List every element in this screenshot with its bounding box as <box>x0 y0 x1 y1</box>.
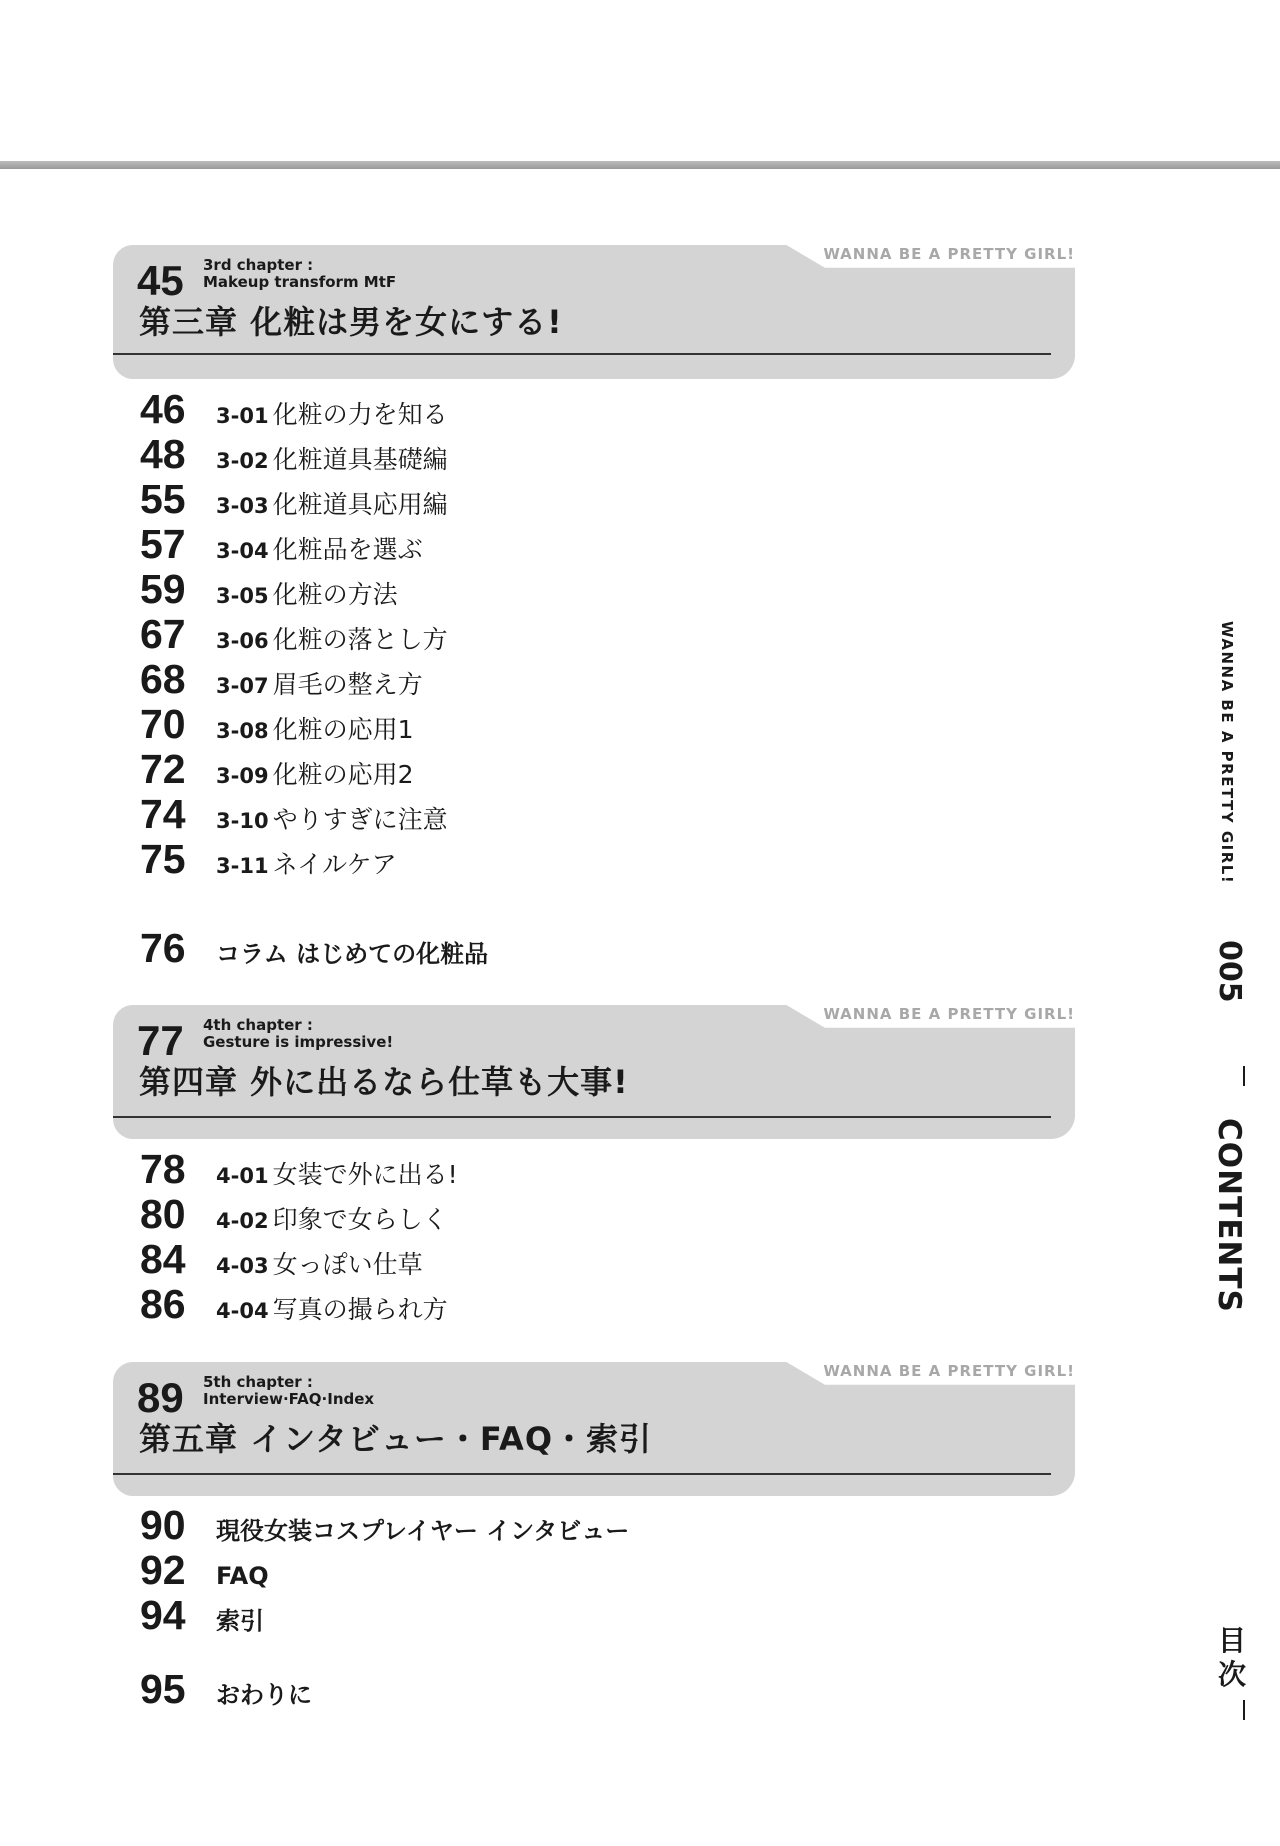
toc-entry-afterword[interactable] <box>140 1667 629 1712</box>
entry-code: 3-09 <box>216 764 269 788</box>
chapter-title[interactable]: 第四章 外に出るなら仕草も大事! <box>139 1063 629 1101</box>
entry-page: 76 <box>140 925 186 971</box>
entry-code: 4-04 <box>216 1299 269 1323</box>
chapter-4-entries <box>140 1147 458 1327</box>
toc-entry-column[interactable] <box>140 926 488 971</box>
series-tag: WANNA BE A PRETTY GIRL! <box>823 1362 1075 1380</box>
toc-entry[interactable] <box>140 1503 629 1548</box>
separator-dash <box>1243 1700 1245 1720</box>
series-tag: WANNA BE A PRETTY GIRL! <box>823 245 1075 263</box>
entry-code: 3-10 <box>216 809 269 833</box>
entry-page: 86 <box>140 1281 186 1327</box>
entry-page: 70 <box>140 701 186 747</box>
entry-code: 3-07 <box>216 674 269 698</box>
entry-title: 化粧の落とし方 <box>272 625 448 654</box>
toc-entry[interactable] <box>140 837 488 882</box>
entry-code: 3-08 <box>216 719 269 743</box>
entry-page: 75 <box>140 836 186 882</box>
toc-entry[interactable] <box>140 702 488 747</box>
chapter-en-subtitle <box>203 1374 374 1408</box>
entry-title: 化粧の方法 <box>272 580 398 609</box>
chapter-en-subtitle <box>203 1017 393 1051</box>
toc-entry[interactable] <box>140 612 488 657</box>
entry-page: 84 <box>140 1236 186 1282</box>
entry-code: 3-11 <box>216 854 269 878</box>
chapter-en-line1: 3rd chapter : <box>203 256 314 274</box>
toc-entry[interactable] <box>140 1282 458 1327</box>
entry-title: ネイルケア <box>272 850 397 879</box>
entry-page: 74 <box>140 791 186 837</box>
toc-entry[interactable] <box>140 1192 458 1237</box>
entry-title: FAQ <box>216 1562 269 1590</box>
entry-title: 索引 <box>216 1607 264 1635</box>
entry-title: 化粧道具基礎編 <box>272 445 448 474</box>
chapter-rule <box>113 1473 1051 1475</box>
entry-page: 46 <box>140 386 186 432</box>
entry-code: 3-03 <box>216 494 269 518</box>
chapter-en-line1: 5th chapter : <box>203 1373 313 1391</box>
entry-title: 化粧の力を知る <box>272 400 448 429</box>
chapter-page-number[interactable]: 45 <box>137 257 184 304</box>
chapter-title[interactable]: 第五章 インタビュー・FAQ・索引 <box>139 1420 653 1458</box>
toc-entry[interactable] <box>140 657 488 702</box>
entry-code: 3-01 <box>216 404 269 428</box>
entry-title: 女装で外に出る! <box>272 1160 458 1189</box>
toc-entry[interactable] <box>140 792 488 837</box>
entry-code: 3-04 <box>216 539 269 563</box>
entry-page: 48 <box>140 431 186 477</box>
chapter-en-line2: Makeup transform MtF <box>203 273 397 291</box>
toc-entry[interactable] <box>140 387 488 432</box>
entry-title: 写真の撮られ方 <box>272 1295 448 1324</box>
entry-title: 化粧道具応用編 <box>272 490 448 519</box>
toc-entry[interactable] <box>140 1237 458 1282</box>
toc-entry[interactable] <box>140 1548 629 1593</box>
entry-title: 化粧の応用2 <box>272 760 414 789</box>
chapter-en-line1: 4th chapter : <box>203 1016 313 1034</box>
chapter-page-number[interactable]: 89 <box>137 1374 184 1421</box>
entry-page: 55 <box>140 476 186 522</box>
chapter-en-line2: Interview·FAQ·Index <box>203 1390 375 1408</box>
chapter-rule <box>113 1116 1051 1118</box>
chapter-3-entries <box>140 387 488 971</box>
toc-entry[interactable] <box>140 522 488 567</box>
toc-entry[interactable] <box>140 567 488 612</box>
entry-title: 現役女装コスプレイヤー インタビュー <box>216 1517 630 1545</box>
entry-code: 4-03 <box>216 1254 269 1278</box>
series-running-title: WANNA BE A PRETTY GIRL! <box>1218 621 1236 885</box>
entry-title: おわりに <box>216 1681 312 1709</box>
chapter-rule <box>113 353 1051 355</box>
toc-entry[interactable] <box>140 747 488 792</box>
entry-page: 92 <box>140 1547 186 1593</box>
top-rule <box>0 161 1280 169</box>
toc-entry[interactable] <box>140 432 488 477</box>
entry-page: 78 <box>140 1146 186 1192</box>
entry-title: 化粧品を選ぶ <box>272 535 423 564</box>
entry-page: 57 <box>140 521 186 567</box>
entry-page: 68 <box>140 656 186 702</box>
entry-title: やりすぎに注意 <box>272 805 448 834</box>
entry-title: 化粧の応用1 <box>272 715 414 744</box>
entry-code: 3-05 <box>216 584 269 608</box>
entry-page: 80 <box>140 1191 186 1237</box>
entry-code: 4-02 <box>216 1209 269 1233</box>
entry-page: 59 <box>140 566 186 612</box>
chapter-en-line2: Gesture is impressive! <box>203 1033 394 1051</box>
entry-title: コラム はじめての化粧品 <box>216 940 489 968</box>
series-tag: WANNA BE A PRETTY GIRL! <box>823 1005 1075 1023</box>
contents-label: CONTENTS <box>1211 1118 1247 1313</box>
entry-title: 眉毛の整え方 <box>272 670 423 699</box>
entry-code: 3-06 <box>216 629 269 653</box>
toc-entry[interactable] <box>140 477 488 522</box>
entry-page: 67 <box>140 611 186 657</box>
entry-code: 4-01 <box>216 1164 269 1188</box>
entry-page: 90 <box>140 1502 186 1548</box>
entry-page: 94 <box>140 1592 186 1638</box>
entry-title: 女っぽい仕草 <box>272 1250 423 1279</box>
folio-page-number: 005 <box>1212 940 1247 1003</box>
chapter-page-number[interactable]: 77 <box>137 1017 184 1064</box>
separator-dash <box>1243 1066 1245 1086</box>
entry-title: 印象で女らしく <box>272 1205 448 1234</box>
entry-code: 3-02 <box>216 449 269 473</box>
toc-entry[interactable] <box>140 1147 458 1192</box>
toc-entry[interactable] <box>140 1593 629 1638</box>
entry-page: 95 <box>140 1666 186 1712</box>
chapter-5-entries <box>140 1503 629 1712</box>
contents-label-jp: 目 次 <box>1217 1624 1246 1691</box>
entry-page: 72 <box>140 746 186 792</box>
chapter-en-subtitle <box>203 257 396 291</box>
chapter-title[interactable]: 第三章 化粧は男を女にする! <box>139 303 563 341</box>
